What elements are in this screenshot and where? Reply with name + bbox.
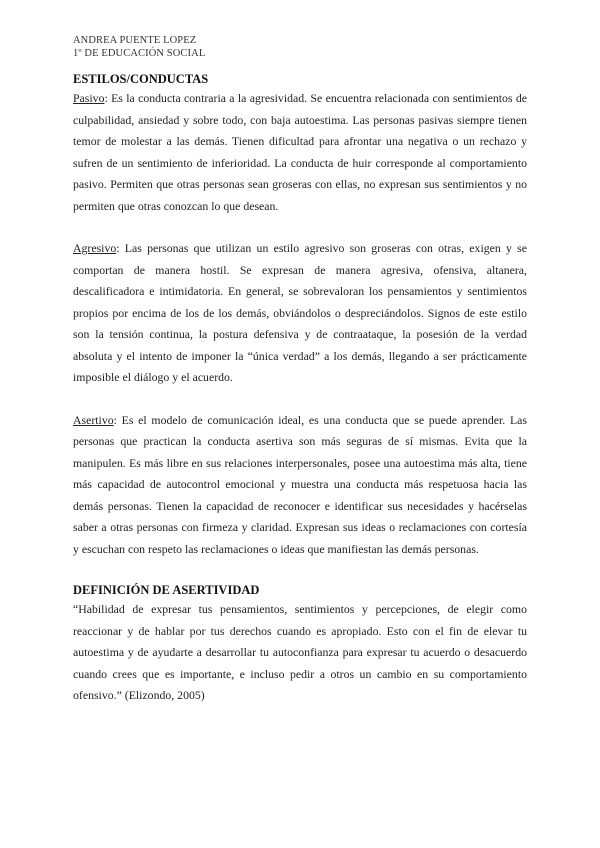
paragraph-spacer bbox=[73, 389, 527, 410]
paragraph-spacer bbox=[73, 217, 527, 238]
document-body bbox=[73, 71, 527, 707]
term-asertivo: Asertivo bbox=[73, 412, 114, 427]
paragraph-definicion-quote: “Habilidad de expresar tus pensamientos, sentimientos y percepciones, de elegir como reaccionar y de hablar por tus derechos cuando es apropiado. Esto con el fin de elevar tu autoestima y de ayudarte a desarrollar tu autoconfianza para expresar tu acuerdo o desacuerdo cuando crees que es importante, e incluso pedir a otros un cambio en su comportamiento ofensivo.” (Elizondo, 2005) bbox=[73, 602, 527, 702]
section-title-definicion: DEFINICIÓN DE ASERTIVIDAD bbox=[73, 583, 260, 597]
course-name: 1º DE EDUCACIÓN SOCIAL bbox=[73, 48, 206, 59]
paragraph-asertivo bbox=[73, 410, 527, 561]
section-spacer bbox=[73, 560, 527, 582]
text-pasivo: : Es la conducta contraria a la agresividad. Se encuentra relacionada con sentimientos de culpabilidad, ansiedad y sobre todo, con baja autoestima. Las personas pasivas siempre tienen temor de molestar a las demás. Tienen dificultad para afrontar una negativa o un rechazo y sufren de un sentimiento de inferioridad. La conducta de huir corresponde al comportamiento pasivo. Permiten que otras personas sean groseras con ellas, no expresan sus sentimientos y no permiten que otras conozcan lo que desean. bbox=[73, 91, 527, 213]
document-header bbox=[73, 34, 205, 60]
section-title-estilos: ESTILOS/CONDUCTAS bbox=[73, 72, 209, 86]
author-name: ANDREA PUENTE LOPEZ bbox=[73, 35, 197, 46]
paragraph-agresivo bbox=[73, 238, 527, 389]
text-agresivo: : Las personas que utilizan un estilo agresivo son groseras con otras, exigen y se comportan de manera hostil. Se expresan de manera agresiva, ofensiva, altanera, descalificadora e intimidatoria. En general, se sobrevaloran los pensamientos y sentimientos propios por encima de los de los demás, obviándolos o despreciándolos. Signos de este estilo son la tensión continua, la postura defensiva y de contraataque, la posesión de la verdad absoluta y el intento de imponer la “única verdad” a los demás, llegando a ser prácticamente imposible el diálogo y el acuerdo. bbox=[73, 241, 527, 384]
term-agresivo: Agresivo bbox=[73, 241, 117, 255]
paragraph-pasivo bbox=[73, 88, 527, 217]
term-pasivo: Pasivo bbox=[73, 91, 105, 105]
text-asertivo: : Es el modelo de comunicación ideal, es una conducta que se puede aprender. Las personas que practican la conducta asertiva son más seguras de sí mismas. Evita que la manipulen. Es más libre en sus relaciones interpersonales, posee una autoestima más alta, tiene más capacidad de autocontrol emocional y muestra una conducta más respetuosa hacia las demás personas. Tienen la capacidad de reconocer e identificar sus necesidades y hacérselas saber a otras personas con firmeza y claridad. Expresan sus ideas o reclamaciones con cortesía y escuchan con respeto las reclamaciones o ideas que manifiestan las demás personas. bbox=[73, 412, 527, 556]
